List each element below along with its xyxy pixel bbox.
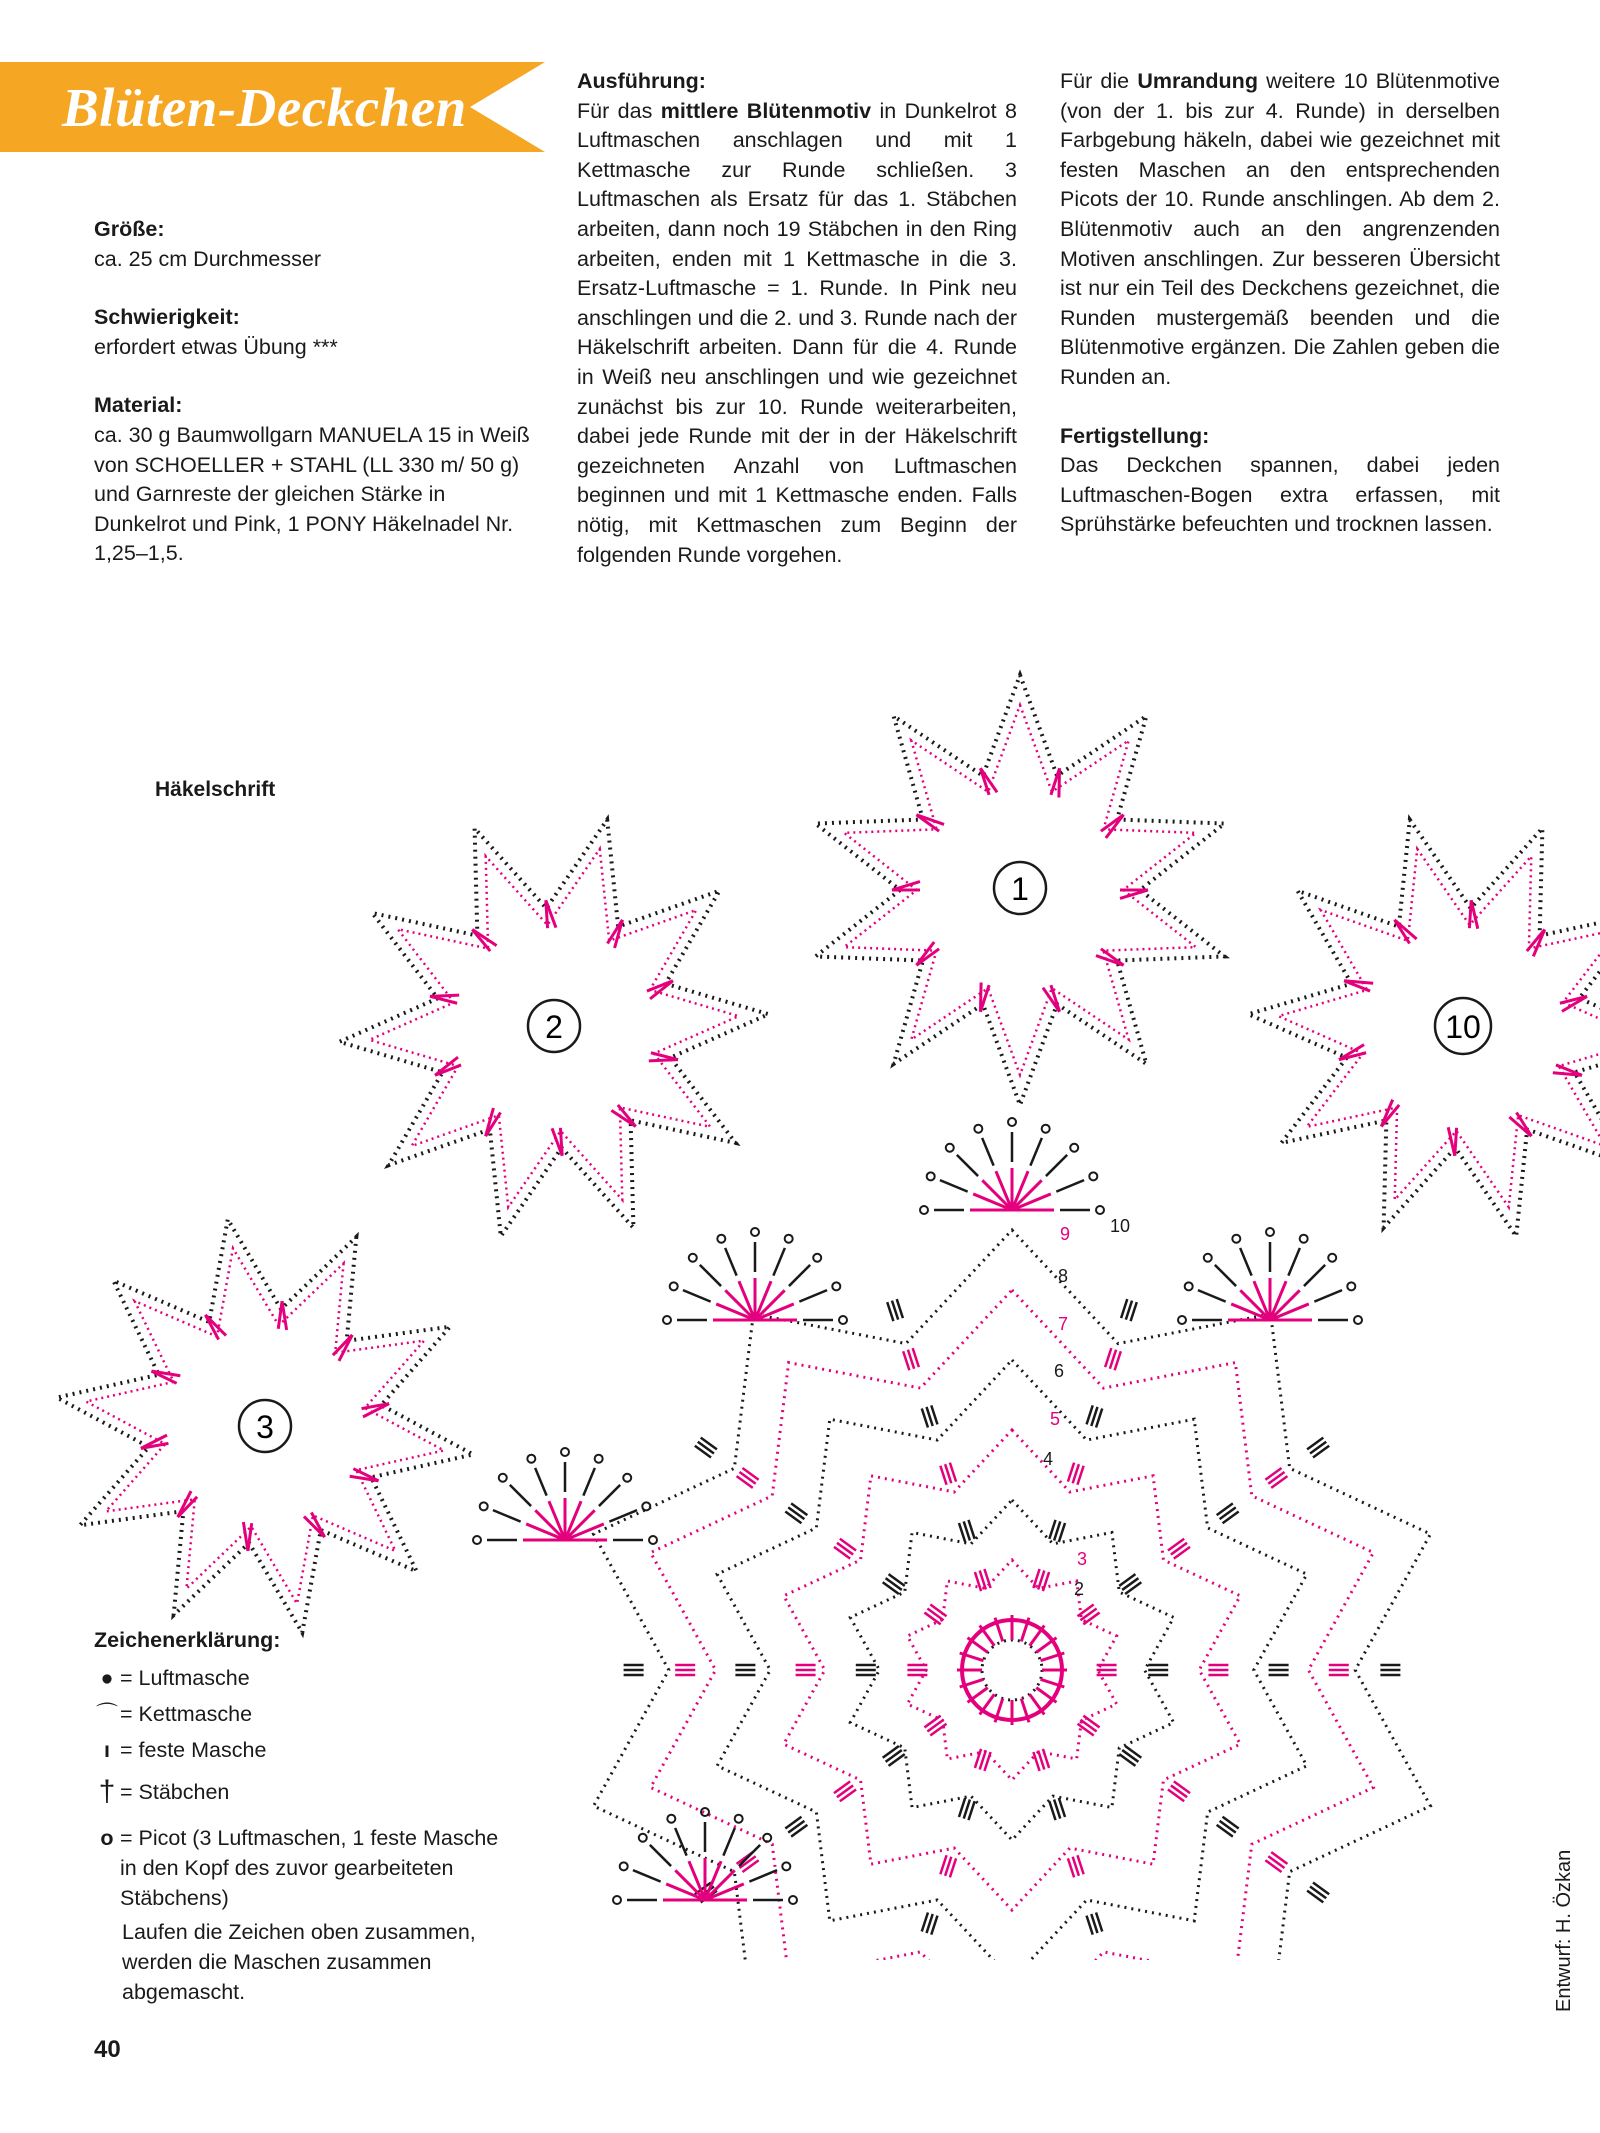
stitch-mark (1122, 1578, 1138, 1590)
execution-text-part: Für das (577, 98, 661, 123)
stitch-mark (788, 1821, 804, 1833)
stitch-mark (840, 1789, 856, 1801)
stitch-mark (980, 983, 981, 1012)
fan-stitch (789, 1265, 810, 1286)
round-label: 5 (1050, 1409, 1061, 1429)
picot-mark (839, 1316, 847, 1324)
stitch-mark (883, 1582, 899, 1594)
fan-stitch (599, 1485, 620, 1506)
fan-stitch (683, 1290, 711, 1301)
picot-mark (1232, 1235, 1240, 1243)
fan-stitch (982, 1138, 993, 1166)
picot-mark (649, 1536, 657, 1544)
picot-mark (717, 1235, 725, 1243)
stitch-mark (1217, 1503, 1233, 1515)
legend-note: Laufen die Zeichen oben zusammen, werden die Maschen zusammen abgemascht. (122, 1920, 476, 2004)
fan-stitch (1240, 1248, 1251, 1276)
stitch-mark (1310, 1442, 1326, 1454)
fan-stitch (1314, 1290, 1342, 1301)
fan-stitch (1198, 1290, 1226, 1301)
picot-mark (1300, 1235, 1308, 1243)
stitch-mark (1174, 1781, 1190, 1793)
fan-stitch (773, 1248, 784, 1276)
fan-stitch (650, 1845, 671, 1866)
fan-stitch (609, 1510, 637, 1521)
picot-mark (974, 1125, 982, 1133)
picot-mark (946, 1144, 954, 1152)
fan-stitch (700, 1265, 721, 1286)
center-ring (982, 1640, 1042, 1700)
diagram-labels (239, 862, 1491, 1599)
motif-label-2: 2 (545, 1009, 563, 1045)
picot-mark (613, 1896, 621, 1904)
picot-mark (735, 1815, 743, 1823)
round-ring (594, 1230, 1431, 1960)
stitch-mark (1080, 1609, 1096, 1621)
size-value: ca. 25 cm Durchmesser (94, 246, 322, 271)
round-label: 2 (1074, 1579, 1085, 1599)
picot-mark (1178, 1316, 1186, 1324)
picot-mark (1089, 1172, 1097, 1180)
legend-item (94, 1663, 514, 1693)
material-label: Material: (94, 393, 183, 418)
legend (94, 1625, 514, 2007)
picot-mark (642, 1502, 650, 1510)
picot-mark (920, 1206, 928, 1214)
legend-title: Zeichenerklärung: (94, 1628, 281, 1652)
fan-stitch (510, 1485, 531, 1506)
picot-mark (782, 1862, 790, 1870)
info-column (94, 215, 534, 569)
single-crochet-icon: ı (104, 1738, 110, 1762)
picot-mark (1070, 1144, 1078, 1152)
stitch-mark (1171, 1543, 1187, 1555)
stitch-mark (1313, 1446, 1329, 1458)
page-number: 40 (94, 2036, 121, 2063)
material-value: ca. 30 g Baumwollgarn MANUELA 15 in Weiß von SCHOELLER + STAHL (LL 330 m/ 50 g) und Garnreste der gleichen Stärke in Dunkelrot und Pink, 1 PONY Häkelnadel Nr. 1,25–1,5. (94, 422, 530, 566)
fan-stitch (1215, 1265, 1236, 1286)
execution-text (577, 97, 1017, 571)
round-label: 6 (1054, 1361, 1065, 1381)
picot-mark (1204, 1254, 1212, 1262)
center-doily-chart (473, 1118, 1430, 1960)
stitch-mark (791, 1825, 807, 1837)
picot-mark (1354, 1316, 1362, 1324)
stitch-mark (1307, 1891, 1323, 1903)
motif-label-3: 3 (256, 1409, 274, 1445)
fan-stitch (1056, 1180, 1084, 1191)
round-label: 7 (1058, 1314, 1069, 1334)
stitch-mark (430, 995, 459, 996)
stitch-mark (886, 1578, 902, 1590)
border-text-part: weitere 10 Blütenmotive (von der 1. bis zur 4. Runde) in derselben Farbgebung häkeln, dabei wie gezeichnet mit festen Maschen an den entsprechenden Picots der 10. Runde anschlingen. Ab dem 2. Blütenmotiv auch an den angrenzenden Motiven anschlingen. Zur besseren Übersicht ist nur ein Teil des Deckchens gezeichnet, die Runden mustergemäß beenden und die Blütenmotive ergänzen. Die Zahlen geben die Runden an. (1060, 69, 1501, 389)
fan-stitch (535, 1468, 546, 1496)
fan-stitch (940, 1180, 968, 1191)
diagram-title: Häkelschrift (155, 778, 276, 801)
picot-mark (620, 1862, 628, 1870)
fan-stitch (749, 1870, 777, 1881)
stitch-mark (886, 1750, 902, 1762)
picot-mark (1347, 1282, 1355, 1290)
border-column (1060, 67, 1500, 540)
picot-mark (1266, 1228, 1274, 1236)
fan-stitch (675, 1870, 705, 1900)
picot-mark (832, 1282, 840, 1290)
fan-stitch (1288, 1248, 1299, 1276)
picot-mark (785, 1235, 793, 1243)
fan-stitch (633, 1870, 661, 1881)
execution-bold: mittlere Blütenmotiv (660, 98, 872, 123)
border-text-part: Für die (1060, 69, 1138, 93)
picot-mark (663, 1316, 671, 1324)
picot-mark (1328, 1254, 1336, 1262)
finishing-label: Fertigstellung: (1060, 423, 1210, 448)
fan-stitch (723, 1828, 734, 1856)
picot-mark (639, 1834, 647, 1842)
difficulty-label: Schwierigkeit: (94, 305, 240, 330)
stitch-mark (924, 1716, 940, 1728)
legend-item (94, 1699, 514, 1729)
picot-mark (1185, 1282, 1193, 1290)
border-bold: Umrandung (1137, 69, 1258, 93)
stitch-mark (1119, 1574, 1135, 1586)
stitch-mark (1122, 1750, 1138, 1762)
design-credit: Entwurf: H. Özkan (1553, 1849, 1575, 2012)
picot-mark (689, 1254, 697, 1262)
execution-label: Ausführung: (577, 69, 706, 93)
stitch-mark (1059, 768, 1060, 797)
execution-text-part: in Dunkelrot 8 Luftmaschen anschlagen und mit 1 Kettmasche zur Runde schließen. 3 Luftmaschen als Ersatz für das 1. Stäbchen arbeiten, dann noch 19 Stäbchen in den Ring arbeiten, enden mit 1 Kettmasche in die 3. Ersatz-Luftmasche = 1. Runde. In Pink neu anschlingen und die 2. und 3. Runde nach der Häkelschrift arbeiten. Dann für die 4. Runde in Weiß neu anschlingen und wie gezeichnet zunächst bis zur 10. Runde weiterarbeiten, dabei jede Runde mit der in der Häkelschrift gezeichneten Anzahl von Luftmaschen beginnen und mit 1 Kettmasche enden. Falls nötig, mit Kettmaschen zum Beginn der folgenden Runde vorgehen. (577, 98, 1017, 567)
fan-stitch (583, 1468, 594, 1496)
stitch-mark (695, 1446, 711, 1458)
picot-mark (670, 1282, 678, 1290)
stitch-mark (927, 1720, 943, 1732)
stitch-mark (889, 1574, 905, 1586)
round-ring (717, 1360, 1307, 1960)
round-ring (907, 1560, 1116, 1780)
motif-label-1: 1 (1011, 871, 1029, 907)
legend-item (94, 1823, 514, 1913)
picot-mark (499, 1474, 507, 1482)
fan-stitch (1012, 1180, 1042, 1210)
picot-mark (473, 1536, 481, 1544)
fan-stitch (1030, 1138, 1041, 1166)
stitch-mark (785, 1817, 801, 1829)
execution-column (577, 67, 1017, 570)
picot-mark (667, 1815, 675, 1823)
stitch-mark (1223, 1511, 1239, 1523)
stitch-mark (1265, 1860, 1281, 1872)
fan-stitch (493, 1510, 521, 1521)
legend-item-label: = Kettmasche (120, 1702, 253, 1726)
stitch-mark (1268, 1856, 1284, 1868)
picot-mark (623, 1474, 631, 1482)
stitch-mark (791, 1503, 807, 1515)
stitch-mark (649, 1060, 678, 1061)
picot-mark (527, 1455, 535, 1463)
picot-mark (595, 1455, 603, 1463)
stitch-mark (1080, 1720, 1096, 1732)
stitch-mark (698, 1442, 714, 1454)
stitch-mark (883, 1746, 899, 1758)
picot-mark (927, 1172, 935, 1180)
stitch-mark (1083, 1613, 1099, 1625)
stitch-mark (737, 1476, 753, 1488)
stitch-mark (742, 1860, 758, 1872)
round-label: 8 (1058, 1266, 1069, 1286)
round-label: 4 (1043, 1449, 1054, 1469)
stitch-mark (1078, 1604, 1094, 1616)
flower-motifs (57, 675, 1600, 1633)
stitch-mark (1265, 1468, 1281, 1480)
stitch-mark (1083, 1716, 1099, 1728)
stitch-mark (1448, 1127, 1455, 1155)
stitch-mark (1271, 1852, 1287, 1864)
stitch-mark (1119, 1754, 1135, 1766)
stitch-mark (742, 1468, 758, 1480)
picot-mark (480, 1502, 488, 1510)
fan-stitch (755, 1290, 785, 1320)
picot-mark (789, 1896, 797, 1904)
stitch-mark (1171, 1785, 1187, 1797)
fan-stitch (1304, 1265, 1325, 1286)
stitch-mark (740, 1472, 756, 1484)
picot-icon: o (100, 1826, 114, 1850)
stitch-mark (837, 1543, 853, 1555)
picot-mark (1042, 1125, 1050, 1133)
legend-item-label: = Picot (3 Luftmaschen, 1 feste Masche in den Kopf des zuvor gearbeiteten Stäbchens) (120, 1826, 499, 1910)
fan-stitch (799, 1290, 827, 1301)
legend-item-label: = Luftmasche (120, 1666, 250, 1690)
round-label: 3 (1077, 1549, 1088, 1569)
stitch-mark (1217, 1825, 1233, 1837)
stitch-mark (1220, 1821, 1236, 1833)
stitch-mark (1268, 1472, 1284, 1484)
stitch-mark (927, 1609, 943, 1621)
size-label: Größe: (94, 217, 165, 241)
stitch-mark (840, 1539, 856, 1551)
fan-stitch (1270, 1290, 1300, 1320)
fan-stitch (957, 1155, 978, 1176)
picot-mark (561, 1448, 569, 1456)
legend-item-label: = Stäbchen (120, 1780, 230, 1804)
motif-label-10: 10 (1445, 1009, 1481, 1045)
page-title: Blüten-Deckchen (62, 77, 467, 138)
legend-item (94, 1735, 514, 1765)
border-text (1060, 67, 1500, 393)
stitch-mark (834, 1781, 850, 1793)
flower-motif-10 (1248, 820, 1600, 1237)
picot-mark (1096, 1206, 1104, 1214)
stitch-mark (1223, 1817, 1239, 1829)
stitch-mark (1313, 1882, 1329, 1894)
stitch-mark (788, 1507, 804, 1519)
fan-stitch (675, 1828, 686, 1856)
fan-stitch (725, 1248, 736, 1276)
stitch-mark (1168, 1539, 1184, 1551)
picot-mark (751, 1228, 759, 1236)
fan-stitch (1046, 1155, 1067, 1176)
stitch-mark (785, 1511, 801, 1523)
double-crochet-icon: † (98, 1775, 116, 1808)
legend-item (94, 1777, 514, 1807)
stitch-mark (701, 1438, 717, 1450)
fan-stitch (535, 1510, 565, 1540)
picot-mark (813, 1254, 821, 1262)
finishing-text: Das Deckchen spannen, dabei jeden Luftmaschen-Bogen extra erfassen, mit Sprühstärke befeuchten und trocknen lassen. (1060, 453, 1500, 537)
round-label: 9 (1060, 1224, 1071, 1244)
legend-item-label: = feste Masche (120, 1738, 267, 1762)
stitch-mark (924, 1613, 940, 1625)
difficulty-value: erfordert etwas Übung *** (94, 334, 338, 359)
round-label: 10 (1110, 1216, 1131, 1236)
stitch-mark (1220, 1507, 1236, 1519)
chain-stitch-icon: ● (100, 1666, 114, 1690)
stitch-mark (1125, 1582, 1141, 1594)
stitch-mark (1271, 1476, 1287, 1488)
fan-stitch (725, 1290, 755, 1320)
stitch-mark (1168, 1789, 1184, 1801)
picot-mark (1008, 1118, 1016, 1126)
slip-stitch-icon: ⌒ (96, 1702, 118, 1726)
fan-stitch (565, 1510, 595, 1540)
stitch-mark (1310, 1887, 1326, 1899)
stitch-mark (837, 1785, 853, 1797)
stitch-mark (1125, 1746, 1141, 1758)
stitch-mark (834, 1547, 850, 1559)
stitch-mark (889, 1754, 905, 1766)
round-ring (850, 1500, 1173, 1840)
stitch-mark (1174, 1547, 1190, 1559)
title-banner (0, 62, 550, 152)
fan-stitch (982, 1180, 1012, 1210)
stitch-mark (1307, 1438, 1323, 1450)
